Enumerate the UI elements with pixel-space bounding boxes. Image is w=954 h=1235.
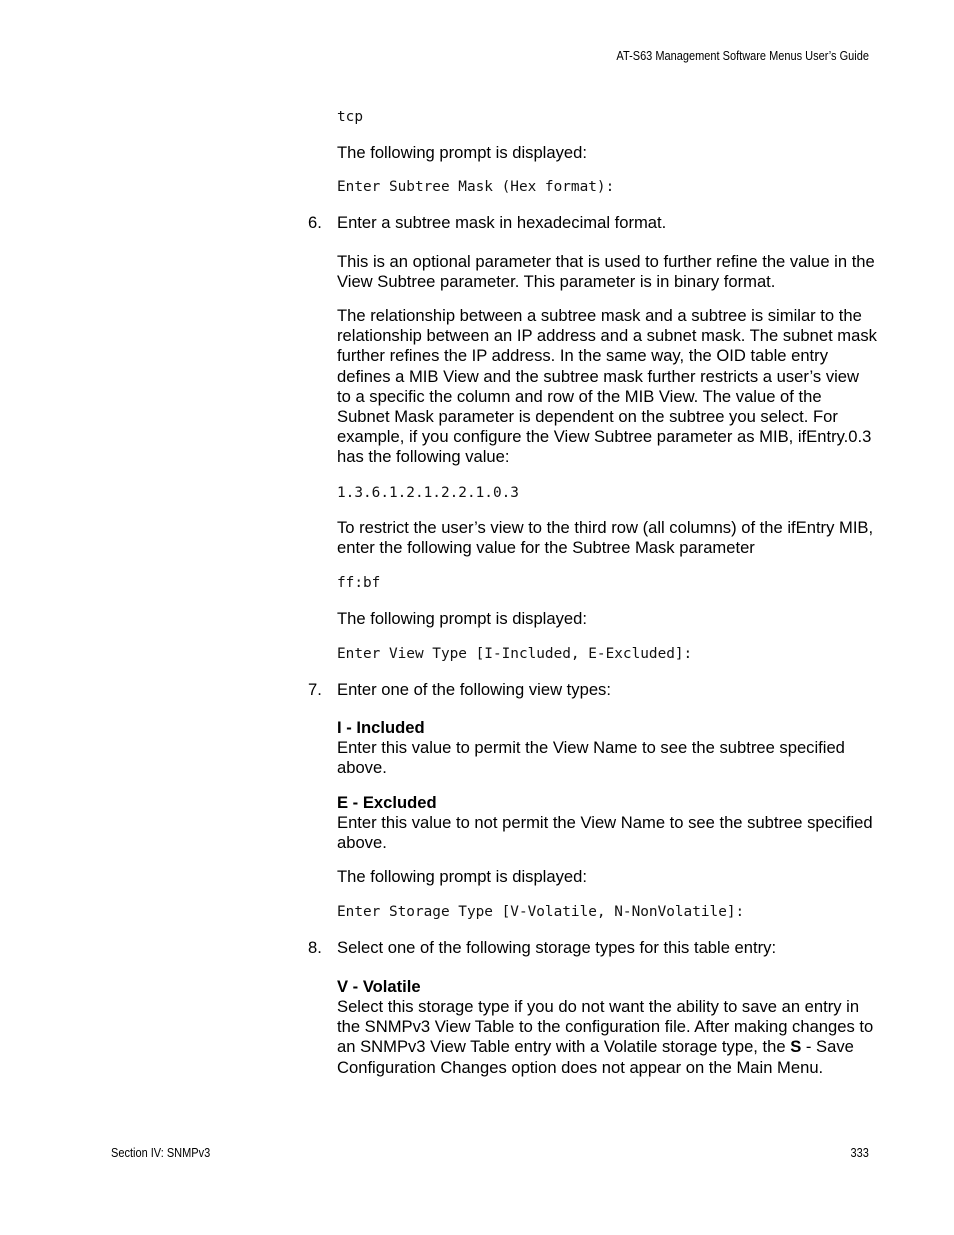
prompt-text-1: The following prompt is displayed: [337,143,587,162]
step-7-number: 7. [308,680,322,699]
paragraph-relationship: The relationship between a subtree mask and a subtree is similar to the relationship between an IP address and a subnet mask. The subnet mask further refines the IP address. In the same way, the OID table entry defines a MIB View and the subtree mask further restricts a user’s view to a specific the column and row of the MIB View. The value of the Subnet Mask parameter is dependent on the subtree you select. For example, if you configure the View Subtree parameter as MIB, ifEntry.0.3 has the following value: [337,306,877,467]
code-mask-value: ff:bf [337,575,381,591]
excluded-title: E - Excluded [337,793,437,812]
code-subtree-mask-prompt: Enter Subtree Mask (Hex format): [337,179,615,195]
footer-section: Section IV: SNMPv3 [111,1146,211,1160]
included-title: I - Included [337,718,425,737]
step-6-number: 6. [308,213,322,232]
code-view-type-prompt: Enter View Type [I-Included, E-Excluded]: [337,646,693,662]
step-8-number: 8. [308,938,322,957]
step-7-text: Enter one of the following view types: [337,680,611,699]
excluded-description: Enter this value to not permit the View Name to see the subtree specified above. [337,813,873,853]
paragraph-restrict: To restrict the user’s view to the third row (all columns) of the ifEntry MIB, enter the following value for the Subtree Mask parameter [337,518,874,558]
running-header: AT-S63 Management Software Menus User’s Guide [616,49,869,63]
volatile-description-part-2: - Save Configuration Changes option does not appear on the Main Menu. [337,1037,854,1077]
code-storage-type-prompt: Enter Storage Type [V-Volatile, N-NonVolatile]: [337,904,745,920]
step-8-text: Select one of the following storage types for this table entry: [337,938,777,957]
included-description: Enter this value to permit the View Name to see the subtree specified above. [337,738,845,778]
volatile-description-bold: S [790,1037,802,1057]
volatile-title: V - Volatile [337,977,421,996]
code-tcp: tcp [337,109,363,125]
prompt-text-3: The following prompt is displayed: [337,867,587,886]
code-oid-value: 1.3.6.1.2.1.2.2.1.0.3 [337,485,519,501]
step-6-text: Enter a subtree mask in hexadecimal format. [337,213,667,232]
volatile-description-part-1: Select this storage type if you do not want the ability to save an entry in the SNMPv3 View Table to the configuration file. After making changes to an SNMPv3 View Table entry with a Volatile storage type, the [337,997,874,1057]
page-number: 333 [850,1146,869,1160]
volatile-description [337,997,877,1078]
prompt-text-2: The following prompt is displayed: [337,609,587,628]
paragraph-optional: This is an optional parameter that is used to further refine the value in the View Subtree parameter. This parameter is in binary format. [337,252,875,292]
